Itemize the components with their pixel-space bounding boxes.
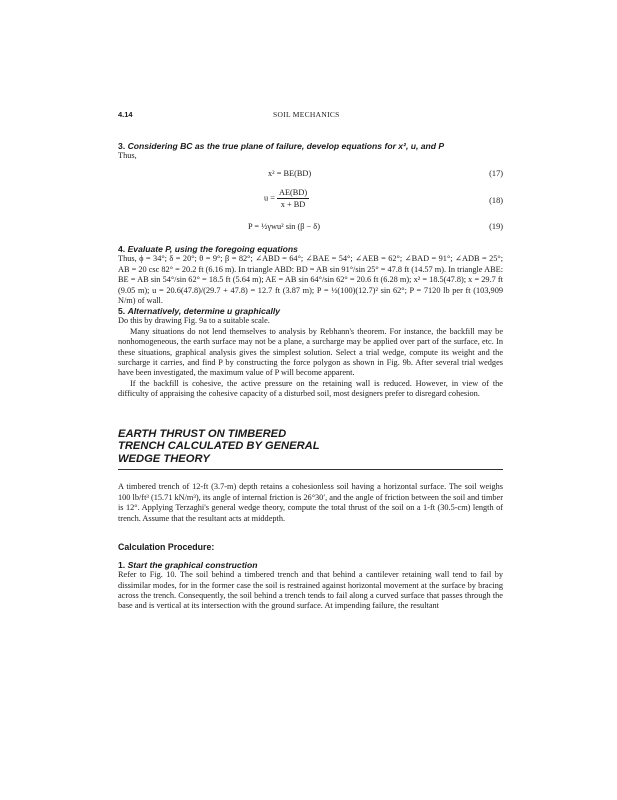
calc-procedure-heading: Calculation Procedure: xyxy=(118,542,215,553)
step4-number: 4. xyxy=(118,244,126,255)
step3-lead: Thus, xyxy=(118,151,137,160)
eq19-text: P = ½γwu² sin (β − δ) xyxy=(248,222,320,232)
page xyxy=(118,110,503,612)
calc-step1-heading-text: Start the graphical construction xyxy=(127,560,258,571)
eq18-fraction xyxy=(277,187,309,210)
step3-heading-text: Considering BC as the true plane of failure, develop equations for x², u, and P xyxy=(127,141,445,151)
eq17-rhs: BE(BD) xyxy=(283,169,312,179)
step4-body: Thus, ϕ = 34°; δ = 20°; θ = 9°; β = 82°; ∠ABD = 64°; ∠BAE = 54°; ∠AEB = 62°; ∠BAD = 91°; ∠ADB = 25°; AB = 20 csc 82° = 20.2 ft (6.16 m). In triangle ABD: BD = AB sin 91°/sin 25° = 47.8 ft (14.57 m). In triangle ABE: BE = AB sin 54°/sin 62° = 18.5 ft (5.64 m); AE = AB sin 64°/sin 62° = 20.6 ft (6.28 m); x² = 18.5(47.8); x = 29.7 ft (9.05 m); u = 20.6(47.8)/(29.7 + 47.8) = 12.7 ft (3.87 m); P = ½(100)(12.7)² sin 62°; P = 7120 lb per ft (103,909 N/m) of wall. xyxy=(118,254,503,306)
equation-19 xyxy=(118,220,503,236)
eq18-denominator: x + BD xyxy=(280,200,306,210)
eq18-lhs: u = xyxy=(264,193,277,203)
step5-heading-text: Alternatively, determine u graphically xyxy=(127,306,281,317)
equation-17 xyxy=(118,167,503,183)
eq18-number: (18) xyxy=(489,196,503,206)
eq18-numerator: AE(BD) xyxy=(278,188,308,198)
eq17-lhs: x² = xyxy=(268,169,284,179)
step5-heading xyxy=(118,306,503,316)
calc-step1-number: 1. xyxy=(118,560,126,571)
step3-heading xyxy=(118,141,503,151)
step5-para2: Many situations do not lend themselves to analysis by Rebhann's theorem. For instance, the backfill may be nonhomogeneous, the earth surface may not be a plane, a surcharge may be applied over part of the surface, etc. In these situations, graphical analysis gives the simplest solution. Select a trial wedge, compute its weight and the surcharge it carries, and find P by constructing the force polygon as shown in Fig. 9b. After several trial wedges have been investigated, the maximum value of P will become apparent. xyxy=(118,326,503,378)
section-title-line2: TRENCH CALCULATED BY GENERAL xyxy=(118,440,320,453)
section-title xyxy=(118,428,503,471)
step3-number: 3. xyxy=(118,141,126,151)
section-title-line1: EARTH THRUST ON TIMBERED xyxy=(118,427,287,440)
eq17-number: (17) xyxy=(489,169,503,179)
step5-para3: If the backfill is cohesive, the active pressure on the retaining wall is reduced. However, in view of the difficulty of appraising the cohesive capacity of a disturbed soil, most designers prefer to disregard cohesion. xyxy=(118,378,503,399)
step5-para1: Do this by drawing Fig. 9a to a suitable scale. xyxy=(118,316,270,326)
page-number: 4.14 xyxy=(118,110,133,119)
running-head xyxy=(118,110,503,119)
eq19-number: (19) xyxy=(489,222,503,232)
step4-heading xyxy=(118,244,503,254)
calc-step1-body: Refer to Fig. 10. The soil behind a timbered trench and that behind a cantilever retaining wall tend to fail by dissimilar modes, for in the former case the soil is restrained against horizontal movement at the surface by bracing across the trench. Consequently, the soil behind a trench tends to fail along a curved surface that passes through the base and is vertical at its intersection with the ground surface. At impending failure, the resultant xyxy=(118,570,503,611)
calc-step1-heading xyxy=(118,560,503,570)
step5-number: 5. xyxy=(118,306,126,317)
section-title-line3: WEDGE THEORY xyxy=(118,452,210,465)
running-title: SOIL MECHANICS xyxy=(273,110,340,119)
equation-18 xyxy=(118,187,503,217)
problem-statement: A timbered trench of 12-ft (3.7-m) depth retains a cohesionless soil having a horizontal surface. The soil weighs 100 lb/ft³ (15.71 kN/m³), its angle of internal friction is 26°30′, and the angle of friction between the soil and timber is 12°. Applying Terzaghi's general wedge theory, compute the total thrust of the soil on a 1-ft (30.5-cm) length of trench. Assume that the resultant acts at middepth. xyxy=(118,482,503,523)
step4-heading-text: Evaluate P, using the foregoing equations xyxy=(127,244,298,255)
